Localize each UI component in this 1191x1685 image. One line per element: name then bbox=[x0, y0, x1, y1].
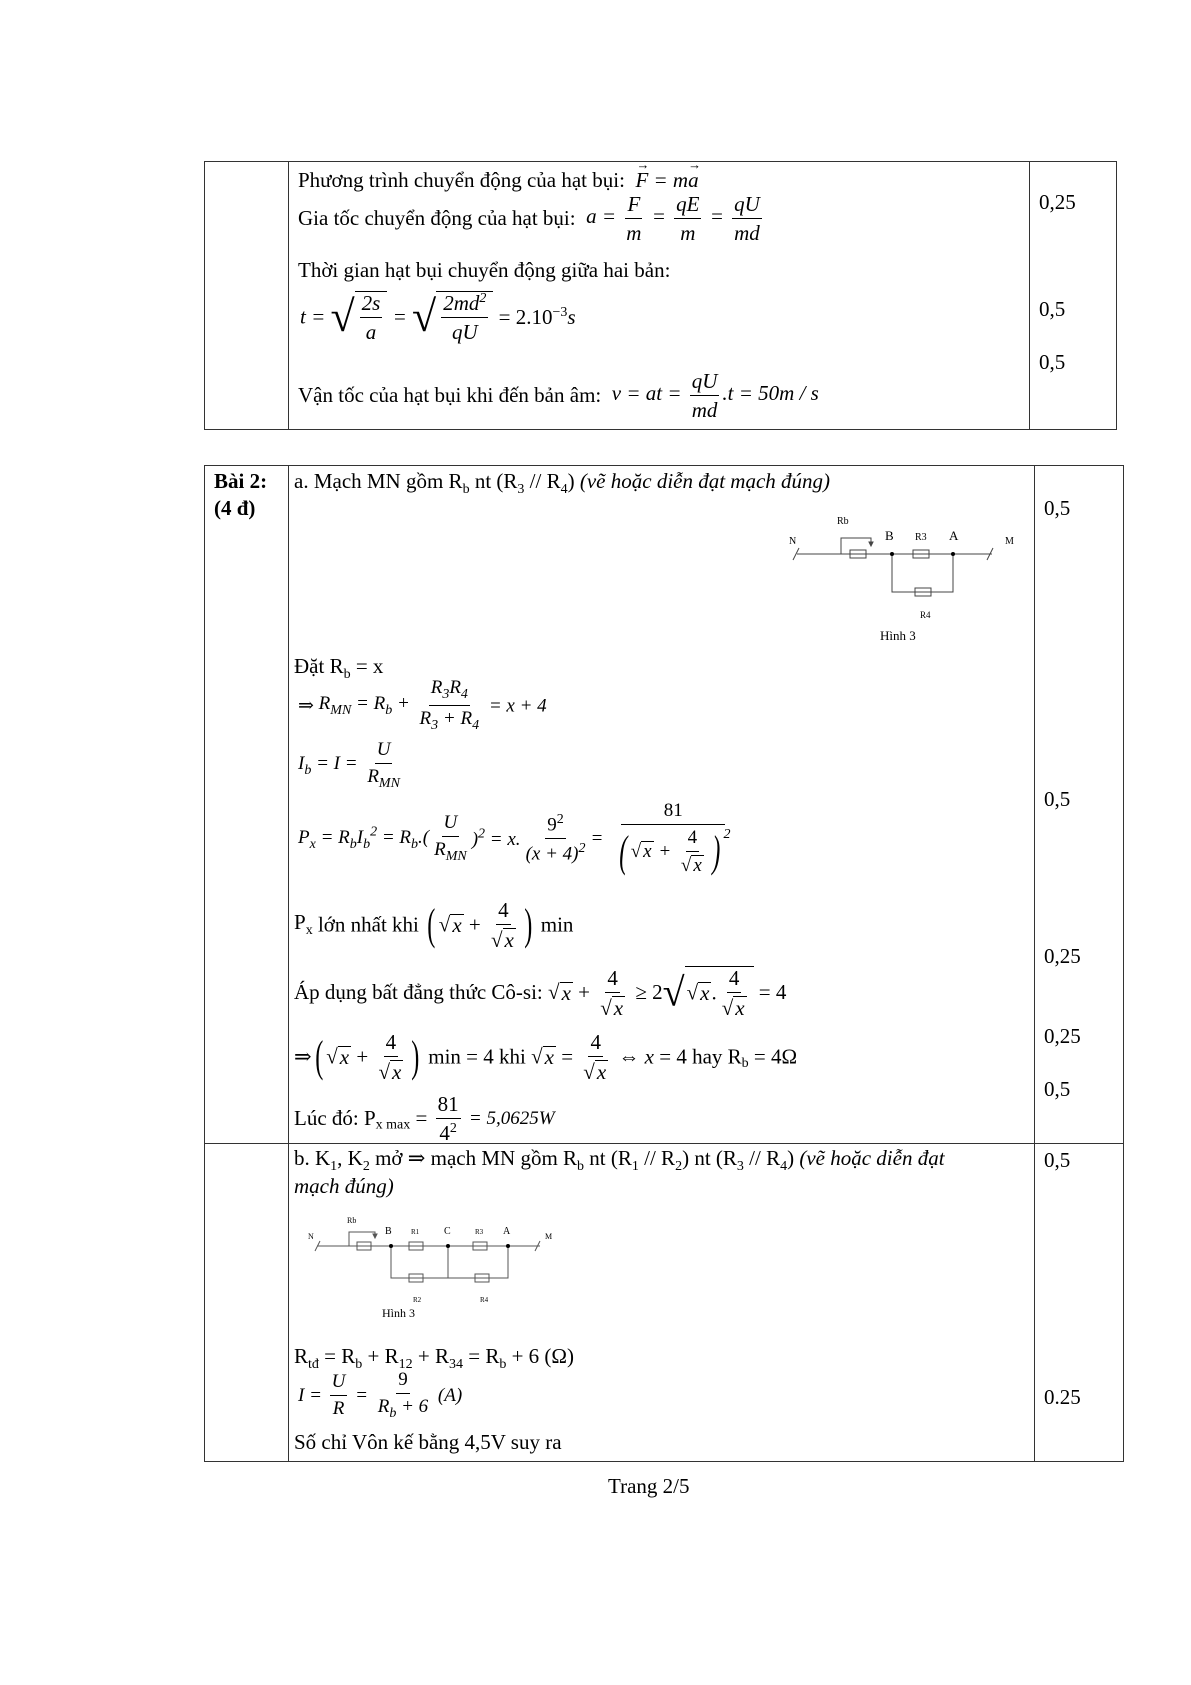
dat-text2: = x bbox=[350, 654, 384, 678]
acceleration-line bbox=[298, 193, 765, 244]
volt-line: Số chỉ Vôn kế bằng 4,5V suy ra bbox=[294, 1430, 562, 1454]
svg-text:B: B bbox=[885, 528, 894, 543]
score-a-4: 0,25 bbox=[1044, 1024, 1081, 1048]
rtd-rest2: + R bbox=[362, 1344, 399, 1368]
velocity-formula: v = at = $\frac{qU}{md}$ .t = 50m / s bbox=[606, 369, 819, 423]
part-b-text: b. K bbox=[294, 1146, 331, 1170]
px-max-line: $P_x$ lớn nhất khi ( √x + $\frac{4}{√x}$ ) min bbox=[294, 898, 574, 953]
part-a-italic: (vẽ hoặc diễn đạt mạch đúng) bbox=[579, 469, 831, 493]
rtd-rest4: = R bbox=[462, 1344, 500, 1368]
rmn-formula: ⇒ $R_{MN} = R_b$ + $\frac{R_3R_4}{R_3 + R_4}$ = x + 4 bbox=[298, 677, 547, 734]
part-b-text5: // R bbox=[638, 1146, 676, 1170]
svg-text:N: N bbox=[308, 1232, 314, 1241]
score-1-3: 0,5 bbox=[1039, 350, 1066, 374]
rtd-rest3: + R bbox=[412, 1344, 449, 1368]
time-line bbox=[298, 260, 670, 281]
min-text: min bbox=[540, 912, 574, 937]
result-value: = 5,0625W bbox=[468, 1108, 555, 1130]
page-number: Trang 2/5 bbox=[608, 1474, 690, 1498]
bai-2-points: (4 đ) bbox=[214, 496, 256, 520]
score-a-5: 0,5 bbox=[1044, 1077, 1071, 1101]
svg-text:M: M bbox=[545, 1232, 553, 1241]
svg-text:A: A bbox=[949, 528, 959, 543]
svg-text:Rb: Rb bbox=[347, 1216, 357, 1225]
svg-text:A: A bbox=[503, 1226, 511, 1237]
rtd-text: R bbox=[294, 1344, 309, 1368]
circuit-diagram-b bbox=[305, 1212, 565, 1327]
dat-text: Đặt R bbox=[294, 654, 344, 678]
time-formula: t = √ $\frac{2s}{a}$ = √ $\frac{2md^2}{qU}$ = $2.10^{-3}s$ bbox=[300, 291, 576, 345]
luc-do-text: Lúc đó: P bbox=[294, 1106, 376, 1131]
score-a-3: 0,25 bbox=[1044, 944, 1081, 968]
part-b-italic1: (vẽ hoặc diễn đạt bbox=[799, 1146, 945, 1170]
i-formula: I = $\frac{U}{R}$ = $\frac{9}{R_b + 6}$ (A) bbox=[298, 1369, 463, 1421]
x-max-sub: x max bbox=[375, 1117, 411, 1133]
rtd-line: $R_{tđ} = R_b + R_{12} + R_{34} = R_b + 6$ (Ω) bbox=[294, 1344, 575, 1373]
min-condition-line: ⇒( √x + $\frac{4}{√x}$ ) min = 4 khi √x = $\frac{4}{√x}$ ⇔ x = 4 hay $R_b = 4\Omega$ bbox=[294, 1030, 798, 1085]
hay-text: hay R bbox=[692, 1044, 742, 1069]
velocity-text: Vận tốc của hạt bụi khi đến bản âm: bbox=[298, 383, 602, 408]
part-b-text3: mở ⇒ mạch MN gồm R bbox=[369, 1146, 578, 1170]
svg-text:R4: R4 bbox=[920, 610, 931, 620]
svg-text:R4: R4 bbox=[480, 1296, 489, 1304]
score-b-1: 0,5 bbox=[1044, 1148, 1071, 1172]
rtd-rest5: + 6 (Ω) bbox=[506, 1344, 575, 1368]
luc-do-line: Lúc đó: $P_{x max}$ = $\frac{81}{4^2}$ = 5,0625W bbox=[294, 1092, 555, 1146]
velocity-line bbox=[298, 370, 819, 421]
rtd-rest: = R bbox=[318, 1344, 356, 1368]
part-b-heading: b. $K_1$, $K_2$ mở ⇒ mạch MN gồm $R_b$ nt $(R_1 // R_2)$ nt $(R_3 // R_4)$ (vẽ hoặc diễn đạt bbox=[294, 1146, 945, 1175]
hay-text2: = 4Ω bbox=[748, 1044, 798, 1069]
score-b-2: 0.25 bbox=[1044, 1385, 1081, 1409]
svg-text:R2: R2 bbox=[413, 1296, 422, 1304]
acceleration-text: Gia tốc chuyển động của hạt bụi: bbox=[298, 206, 576, 231]
dat-rb-line: Đặt $R_b = x$ bbox=[294, 654, 384, 683]
part-b-text4: nt (R bbox=[584, 1146, 632, 1170]
motion-equation-text: Phương trình chuyển động của hạt bụi: bbox=[298, 168, 625, 192]
part-b-text6: ) nt (R bbox=[682, 1146, 737, 1170]
circuit-a-caption: Hình 3 bbox=[880, 628, 916, 643]
current-formula: $I_b = I$ = $\frac{U}{R_{MN}}$ bbox=[298, 739, 400, 791]
circuit-diagram-a bbox=[785, 512, 1015, 647]
part-b-heading-2 bbox=[294, 1176, 394, 1197]
power-formula: $P_x = R_bI_b^2 = R_b$.( $\frac{U}{R_{MN}}$ )$^2$ = x. $\frac{9^2}{(x + 4)^2}$ = 81 ( √ x + $\frac{4}{√ x}$ ) $^2$ bbox=[298, 800, 731, 876]
cosi-line: Áp dụng bất đẳng thức Cô-si: √x + $\frac{4}{√x}$ ≥ 2√√x. $\frac{4}{√x}$ = 4 bbox=[294, 965, 787, 1021]
time-text: Thời gian hạt bụi chuyển động giữa hai bản: bbox=[298, 258, 671, 282]
svg-text:R1: R1 bbox=[411, 1228, 420, 1236]
part-b-text8: ) bbox=[787, 1146, 800, 1170]
svg-text:B: B bbox=[385, 1226, 392, 1237]
cosi-text: Áp dụng bất đẳng thức Cô-si: bbox=[294, 980, 543, 1005]
part-a-text: a. Mạch MN gồm R bbox=[294, 469, 463, 493]
part-b-italic2: mạch đúng) bbox=[294, 1174, 394, 1198]
svg-text:R3: R3 bbox=[475, 1228, 484, 1236]
svg-text:C: C bbox=[444, 1226, 451, 1237]
circuit-b-caption: Hình 3 bbox=[382, 1306, 415, 1320]
svg-text:R3: R3 bbox=[915, 532, 927, 543]
khi-text: min = 4 khi bbox=[428, 1044, 526, 1069]
bai-2-label: Bài 2: bbox=[214, 469, 268, 493]
newton-law-formula: F → = ma → bbox=[635, 157, 702, 192]
part-b-text7: // R bbox=[743, 1146, 781, 1170]
score-1-2: 0,5 bbox=[1039, 297, 1066, 321]
svg-text:M: M bbox=[1005, 536, 1014, 547]
px-max-text: lớn nhất khi bbox=[317, 912, 419, 937]
part-a-heading: a. Mạch MN gồm $R_b$ nt $(R_3 // R_4)$ (vẽ hoặc diễn đạt mạch đúng) bbox=[294, 469, 831, 498]
motion-equation-line bbox=[298, 157, 702, 192]
acceleration-formula: a = $\frac{F}{m}$ = $\frac{qE}{m}$ = $\frac{qU}{md}$ bbox=[580, 192, 760, 246]
score-1-1: 0,25 bbox=[1039, 190, 1076, 214]
score-a-1: 0,5 bbox=[1044, 496, 1071, 520]
part-a-text3: // R bbox=[524, 469, 561, 493]
part-a-text2: nt (R bbox=[469, 469, 518, 493]
score-a-2: 0,5 bbox=[1044, 787, 1071, 811]
svg-text:Rb: Rb bbox=[837, 516, 849, 527]
svg-text:N: N bbox=[789, 536, 797, 547]
part-a-text4: ) bbox=[567, 469, 580, 493]
part-b-text2: , K bbox=[337, 1146, 363, 1170]
